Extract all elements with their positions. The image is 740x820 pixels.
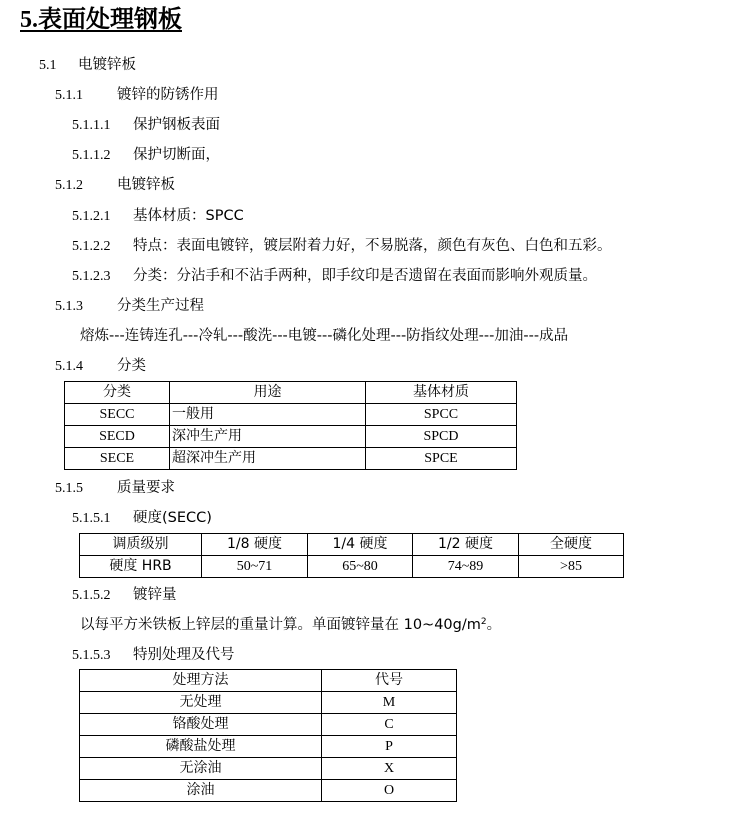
item-5-1-1-1: [72, 115, 220, 136]
table-header-cell: 1/2 硬度: [413, 534, 519, 556]
table-cell: 65~80: [308, 556, 413, 578]
table-header-row: [80, 534, 624, 556]
table-header-cell: 基体材质: [366, 382, 517, 404]
table-cell: SECC: [65, 404, 170, 426]
table-cell: 铬酸处理: [80, 714, 322, 736]
zinc-amount-text: 以每平方米铁板上锌层的重量计算。单面镀锌量在 10~40g/m: [80, 617, 481, 633]
item-5-1-5-1: [72, 508, 212, 529]
table-cell: 一般用: [170, 404, 366, 426]
section-number: 5.1.5.2: [72, 588, 111, 603]
item-text: 基体材质：SPCC: [133, 208, 244, 224]
table-cell: 超深冲生产用: [170, 448, 366, 470]
table-cell: X: [322, 758, 457, 780]
table-cell: SECD: [65, 426, 170, 448]
item-5-1-2-3: [72, 266, 597, 287]
zinc-amount-paragraph: [80, 615, 501, 635]
item-5-1-2-1: [72, 206, 244, 227]
section-number: 5.1.1.1: [72, 118, 111, 133]
table-cell: M: [322, 692, 457, 714]
superscript: 2: [480, 617, 487, 627]
table-row: [65, 426, 517, 448]
table-row: [80, 692, 457, 714]
heading-5-1-1: [55, 85, 219, 106]
table-cell: >85: [519, 556, 624, 578]
process-flow: 熔炼---连铸连孔---冷轧---酸洗---电镀---磷化处理---防指纹处理---加油---成品: [80, 328, 569, 344]
table-cell: 磷酸盐处理: [80, 736, 322, 758]
table-row: [80, 780, 457, 802]
item-5-1-5-3: [72, 645, 235, 666]
section-number: 5.1.2: [55, 178, 83, 193]
section-number: 5.1.2.2: [72, 239, 111, 254]
hardness-table: [79, 533, 624, 578]
heading-5-1: [39, 55, 136, 76]
section-number: 5.1.1: [55, 88, 83, 103]
heading-5-1-3: [55, 296, 204, 317]
sentence-end: 。: [486, 617, 502, 633]
table-header-cell: 1/8 硬度: [202, 534, 308, 556]
section-title: 镀锌的防锈作用: [117, 87, 219, 103]
section-number: 5.1.5.1: [72, 511, 111, 526]
table-header-row: [80, 670, 457, 692]
section-number: 5.1.4: [55, 359, 83, 374]
table-cell: 涂油: [80, 780, 322, 802]
item-5-1-5-2: [72, 585, 177, 606]
section-number: 5.1.5.3: [72, 648, 111, 663]
item-text: 分类：分沾手和不沾手两种，即手纹印是否遗留在表面而影响外观质量。: [133, 268, 597, 284]
page-title: 5.表面处理钢板: [20, 7, 182, 33]
table-row: [80, 758, 457, 780]
table-header-row: [65, 382, 517, 404]
table-cell: 74~89: [413, 556, 519, 578]
section-title: 质量要求: [117, 480, 175, 496]
table-row: [65, 404, 517, 426]
section-title: 分类生产过程: [117, 298, 204, 314]
section-number: 5.1: [39, 58, 57, 73]
table-cell: 50~71: [202, 556, 308, 578]
heading-5-1-4: [55, 356, 146, 377]
item-text: 保护切断面，: [133, 147, 220, 163]
table-cell: 无涂油: [80, 758, 322, 780]
table-cell: C: [322, 714, 457, 736]
item-text: 特别处理及代号: [133, 647, 235, 663]
heading-5-1-5: [55, 478, 175, 499]
section-title: 电镀锌板: [78, 57, 136, 73]
table-cell: SPCD: [366, 426, 517, 448]
section-number: 5.1.2.1: [72, 209, 111, 224]
table-row: [65, 448, 517, 470]
table-row: [80, 556, 624, 578]
table-header-cell: 处理方法: [80, 670, 322, 692]
table-cell: 硬度 HRB: [80, 556, 202, 578]
item-text: 保护钢板表面: [133, 117, 220, 133]
table-cell: SPCE: [366, 448, 517, 470]
table-cell: O: [322, 780, 457, 802]
table-header-cell: 代号: [322, 670, 457, 692]
section-title: 电镀锌板: [117, 177, 175, 193]
table-header-cell: 全硬度: [519, 534, 624, 556]
section-title: 分类: [117, 358, 146, 374]
classification-table: [64, 381, 517, 470]
item-text: 硬度(SECC): [133, 510, 212, 526]
table-cell: SPCC: [366, 404, 517, 426]
table-row: [80, 736, 457, 758]
table-cell: SECE: [65, 448, 170, 470]
table-row: [80, 714, 457, 736]
table-cell: P: [322, 736, 457, 758]
table-header-cell: 用途: [170, 382, 366, 404]
table-cell: 深冲生产用: [170, 426, 366, 448]
table-header-cell: 1/4 硬度: [308, 534, 413, 556]
item-5-1-2-2: [72, 236, 612, 257]
section-number: 5.1.1.2: [72, 148, 111, 163]
heading-5-1-2: [55, 175, 175, 196]
treatment-table: [79, 669, 457, 802]
table-cell: 无处理: [80, 692, 322, 714]
table-header-cell: 分类: [65, 382, 170, 404]
item-text: 特点：表面电镀锌，镀层附着力好，不易脱落，颜色有灰色、白色和五彩。: [133, 238, 612, 254]
item-5-1-1-2: [72, 145, 220, 166]
section-number: 5.1.2.3: [72, 269, 111, 284]
section-number: 5.1.3: [55, 299, 83, 314]
table-header-cell: 调质级别: [80, 534, 202, 556]
section-number: 5.1.5: [55, 481, 83, 496]
item-text: 镀锌量: [133, 587, 177, 603]
